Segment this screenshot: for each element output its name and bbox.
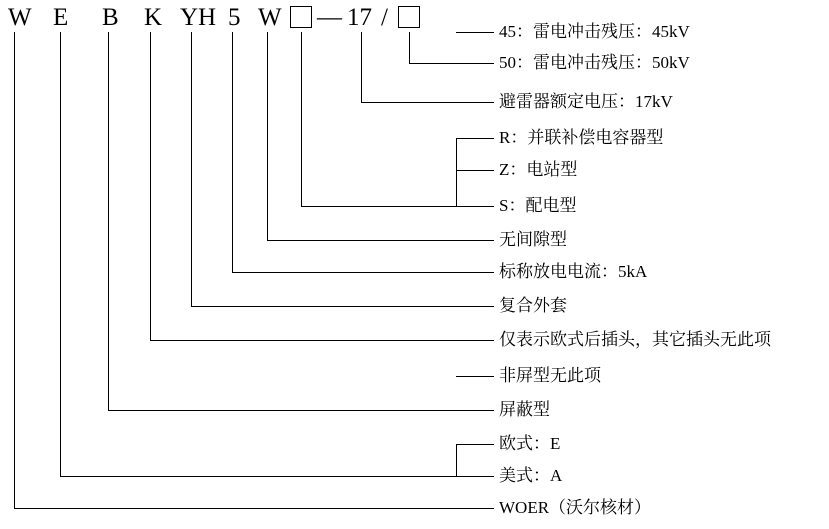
label-euro-e: 欧式：E	[499, 434, 561, 453]
label-residual-45: 45：雷电冲击残压：45kV	[499, 22, 690, 41]
code-char: W	[8, 4, 32, 31]
leader-gapless-vertical	[267, 32, 268, 240]
leader-unshielded-horizontal	[456, 376, 494, 377]
code-char: 17	[347, 4, 372, 31]
code-char: W	[258, 4, 282, 31]
leader-brand-base-vertical	[14, 32, 15, 508]
label-euro-plug-note: 仅表示欧式后插头，其它插头无此项	[499, 330, 771, 349]
leader-shielded-horizontal	[108, 410, 494, 411]
leader-residual-45-horizontal	[456, 32, 494, 33]
code-char: /	[381, 4, 388, 31]
label-type-r: R：并联补偿电容器型	[499, 128, 664, 147]
label-american-a: 美式：A	[499, 466, 563, 485]
suffix-box-1	[290, 6, 312, 28]
label-discharge-current: 标称放电电流：5kA	[499, 262, 648, 281]
leader-composite-jacket-vertical	[191, 32, 192, 306]
leader-gapless-horizontal	[267, 240, 494, 241]
leader-connector-box-vertical	[301, 32, 302, 206]
label-type-z: Z：电站型	[499, 160, 578, 179]
leader-type-r-horizontal	[456, 138, 494, 139]
code-char: E	[53, 4, 69, 31]
leader-type-z-vertical	[456, 138, 457, 170]
code-char: K	[144, 4, 163, 31]
leader-rated-voltage-horizontal	[361, 102, 494, 103]
leader-type-s-vertical	[456, 170, 457, 206]
leader-american-a-vertical	[456, 444, 457, 476]
leader-discharge-current-vertical	[232, 32, 233, 272]
code-char: YH	[180, 4, 217, 31]
label-residual-50: 50：雷电冲击残压：50kV	[499, 53, 690, 72]
label-gapless: 无间隙型	[499, 230, 567, 249]
suffix-box-2	[398, 6, 420, 28]
leader-rated-voltage-vertical	[361, 32, 362, 102]
label-type-s: S：配电型	[499, 196, 577, 215]
code-char: —	[317, 4, 342, 31]
leader-connector-box-horizontal	[301, 206, 494, 207]
leader-euro-plug-note-horizontal	[150, 340, 494, 341]
label-brand: WOER（沃尔核材）	[499, 498, 652, 517]
leader-brand-base-horizontal	[14, 508, 494, 509]
code-char: 5	[228, 4, 241, 31]
label-shielded: 屏蔽型	[499, 400, 550, 419]
leader-residual-50-vertical	[409, 32, 410, 63]
leader-type-z-horizontal	[456, 170, 494, 171]
leader-euro-plug-note-vertical	[150, 32, 151, 340]
leader-shielded-vertical	[108, 32, 109, 410]
code-char: B	[102, 4, 119, 31]
leader-discharge-current-horizontal	[232, 272, 494, 273]
label-composite-jacket: 复合外套	[499, 296, 567, 315]
leader-residual-50-horizontal	[409, 63, 494, 64]
label-unshielded: 非屏型无此项	[499, 366, 601, 385]
leader-composite-jacket-horizontal	[191, 306, 494, 307]
leader-brand-horizontal	[60, 476, 494, 477]
leader-brand-vertical	[60, 32, 61, 476]
leader-euro-e-horizontal	[456, 444, 494, 445]
label-rated-voltage: 避雷器额定电压：17kV	[499, 92, 673, 111]
